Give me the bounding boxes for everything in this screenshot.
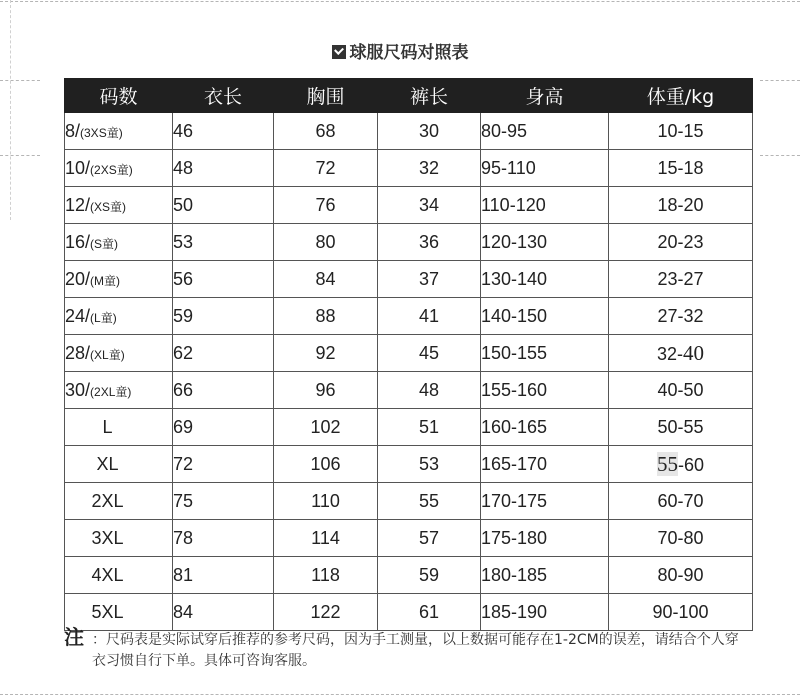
cell-size	[65, 483, 173, 520]
cell-length: 72	[173, 446, 274, 483]
cell-length: 84	[173, 594, 274, 631]
cell-size	[65, 298, 173, 335]
cell-height: 180-185	[481, 557, 609, 594]
size-label: 28/	[65, 342, 91, 363]
header-height: 身高	[481, 79, 609, 113]
header-chest: 胸围	[274, 79, 378, 113]
divider-left-lower	[0, 155, 40, 156]
cell-chest: 88	[274, 298, 378, 335]
cell-length: 50	[173, 187, 274, 224]
cell-length: 62	[173, 335, 274, 372]
size-label: 3XL	[91, 527, 124, 548]
cell-chest: 96	[274, 372, 378, 409]
table-row	[65, 446, 753, 483]
header-length: 衣长	[173, 79, 274, 113]
cell-weight: 15-18	[609, 150, 753, 187]
cell-length: 56	[173, 261, 274, 298]
cell-chest: 118	[274, 557, 378, 594]
table-row	[65, 298, 753, 335]
cell-height: 110-120	[481, 187, 609, 224]
cell-pants: 53	[378, 446, 481, 483]
cell-pants: 41	[378, 298, 481, 335]
size-label: 4XL	[91, 564, 124, 585]
page-title	[0, 38, 800, 63]
size-label: 20/	[65, 268, 91, 289]
cell-height: 165-170	[481, 446, 609, 483]
cell-chest: 72	[274, 150, 378, 187]
size-label: 10/	[65, 157, 91, 178]
cell-length: 66	[173, 372, 274, 409]
cell-pants: 45	[378, 335, 481, 372]
cell-height: 80-95	[481, 113, 609, 150]
table-row	[65, 520, 753, 557]
cell-pants: 34	[378, 187, 481, 224]
cell-pants: 61	[378, 594, 481, 631]
cell-weight: 23-27	[609, 261, 753, 298]
cell-height: 175-180	[481, 520, 609, 557]
cell-height: 130-140	[481, 261, 609, 298]
table-row	[65, 335, 753, 372]
header-pants: 裤长	[378, 79, 481, 113]
size-kids-tag: (2XL童)	[90, 384, 132, 399]
divider-top	[0, 1, 800, 2]
cell-chest: 102	[274, 409, 378, 446]
size-kids-tag: (XL童)	[90, 347, 125, 362]
cell-weight: 32-40	[609, 335, 753, 372]
cell-pants: 37	[378, 261, 481, 298]
table-row	[65, 409, 753, 446]
table-row	[65, 224, 753, 261]
divider-right-upper	[760, 80, 800, 81]
size-label: 2XL	[91, 490, 124, 511]
cell-chest: 80	[274, 224, 378, 261]
weight-upper: 40	[683, 340, 704, 365]
cell-size	[65, 113, 173, 150]
cell-height: 140-150	[481, 298, 609, 335]
table-row	[65, 261, 753, 298]
cell-size	[65, 224, 173, 261]
cell-height: 120-130	[481, 224, 609, 261]
cell-size	[65, 520, 173, 557]
cell-length: 75	[173, 483, 274, 520]
weight-highlight: 55	[656, 451, 678, 476]
cell-height: 155-160	[481, 372, 609, 409]
size-label: 12/	[65, 194, 91, 215]
table-header-row	[65, 79, 753, 113]
note-mark: 注	[64, 625, 84, 649]
cell-length: 78	[173, 520, 274, 557]
cell-pants: 55	[378, 483, 481, 520]
size-kids-tag: (3XS童)	[80, 125, 123, 140]
table-row	[65, 557, 753, 594]
cell-chest: 122	[274, 594, 378, 631]
cell-weight: 27-32	[609, 298, 753, 335]
cell-size	[65, 557, 173, 594]
cell-pants: 36	[378, 224, 481, 261]
size-label: 8/	[65, 120, 81, 141]
cell-pants: 32	[378, 150, 481, 187]
cell-weight: 40-50	[609, 372, 753, 409]
cell-pants: 57	[378, 520, 481, 557]
size-kids-tag: (L童)	[90, 310, 117, 325]
cell-pants: 59	[378, 557, 481, 594]
table-row	[65, 372, 753, 409]
header-weight: 体重/kg	[609, 79, 753, 113]
cell-height: 185-190	[481, 594, 609, 631]
cell-size	[65, 409, 173, 446]
cell-size	[65, 261, 173, 298]
divider-vertical	[10, 0, 11, 220]
cell-weight: 70-80	[609, 520, 753, 557]
cell-length: 48	[173, 150, 274, 187]
cell-height: 160-165	[481, 409, 609, 446]
table-row	[65, 150, 753, 187]
cell-weight: 10-15	[609, 113, 753, 150]
size-kids-tag: (2XS童)	[90, 162, 133, 177]
size-kids-tag: (M童)	[90, 273, 121, 288]
divider-right-lower	[760, 155, 800, 156]
cell-size	[65, 372, 173, 409]
cell-chest: 114	[274, 520, 378, 557]
cell-chest: 92	[274, 335, 378, 372]
header-size: 码数	[65, 79, 173, 113]
size-label: L	[102, 416, 113, 437]
cell-pants: 51	[378, 409, 481, 446]
size-label: XL	[96, 453, 119, 474]
cell-pants: 48	[378, 372, 481, 409]
cell-length: 69	[173, 409, 274, 446]
cell-chest: 76	[274, 187, 378, 224]
size-label: 5XL	[91, 601, 124, 622]
cell-chest: 68	[274, 113, 378, 150]
cell-weight: 50-55	[609, 409, 753, 446]
cell-size	[65, 150, 173, 187]
cell-weight: 20-23	[609, 224, 753, 261]
cell-weight: 80-90	[609, 557, 753, 594]
size-note	[64, 625, 752, 672]
size-chart-table	[64, 78, 753, 631]
size-label: 16/	[65, 231, 91, 252]
cell-length: 46	[173, 113, 274, 150]
size-label: 30/	[65, 379, 91, 400]
cell-weight: 18-20	[609, 187, 753, 224]
cell-chest: 84	[274, 261, 378, 298]
cell-weight: 90-100	[609, 594, 753, 631]
divider-left-upper	[0, 80, 40, 81]
cell-chest: 106	[274, 446, 378, 483]
cell-length: 53	[173, 224, 274, 261]
cell-weight: 55-60	[609, 446, 753, 483]
cell-size	[65, 187, 173, 224]
cell-size	[65, 335, 173, 372]
cell-height: 95-110	[481, 150, 609, 187]
cell-height: 170-175	[481, 483, 609, 520]
table-row	[65, 483, 753, 520]
cell-length: 81	[173, 557, 274, 594]
table-row	[65, 113, 753, 150]
cell-size	[65, 446, 173, 483]
table-row	[65, 187, 753, 224]
divider-bottom	[0, 694, 800, 695]
checkbox-icon	[332, 45, 346, 59]
size-label: 24/	[65, 305, 91, 326]
page-title-text: 球服尺码对照表	[349, 43, 469, 63]
cell-length: 59	[173, 298, 274, 335]
cell-height: 150-155	[481, 335, 609, 372]
size-kids-tag: (XS童)	[90, 199, 127, 214]
cell-pants: 30	[378, 113, 481, 150]
cell-chest: 110	[274, 483, 378, 520]
table-row	[65, 594, 753, 631]
size-kids-tag: (S童)	[90, 236, 119, 251]
note-text: ：尺码表是实际试穿后推荐的参考尺码，因为手工测量，以上数据可能存在1-2CM的误差，请结合个人穿衣习惯自行下单。具体可咨询客服。	[92, 632, 739, 669]
cell-weight: 60-70	[609, 483, 753, 520]
